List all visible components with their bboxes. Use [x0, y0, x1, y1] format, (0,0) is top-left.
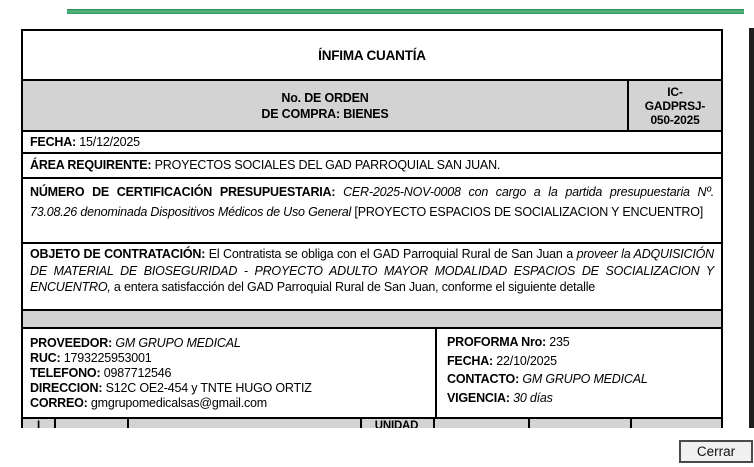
objeto-italic: proveer la ADQUISICIÓN DE MATERIAL DE BIOSEGURIDAD - PROYECTO ADULTO MAYOR MODALIDAD ESPACIOS DE SOCIALIZACION Y ENCUENTRO,: [30, 247, 715, 294]
objeto-pre: El Contratista se obliga con el GAD Parroquial Rural de San Juan a: [208, 247, 577, 261]
objeto-post: a entera satisfacción del GAD Parroquial Rural de San Juan, conforme el siguiente detalle: [110, 280, 596, 294]
contacto-label: CONTACTO:: [447, 372, 520, 386]
telefono-line: [30, 366, 431, 381]
items-header-row-clipped: [23, 417, 721, 428]
telefono-label: TELEFONO:: [30, 366, 101, 380]
proveedor-value: GM GRUPO MEDICAL: [112, 336, 241, 350]
fecha-label: FECHA:: [30, 135, 77, 149]
order-code-line1: IC-: [667, 85, 683, 99]
objeto-row: [23, 242, 721, 309]
direccion-label: DIRECCION:: [30, 381, 103, 395]
proveedor-line: [30, 336, 431, 351]
area-value: PROYECTOS SOCIALES DEL GAD PARROQUIAL SAN JUAN.: [151, 158, 501, 172]
proforma-fecha-line: [447, 352, 717, 371]
order-label-line1: No. DE ORDEN: [281, 91, 369, 105]
telefono-value: 0987712546: [100, 366, 172, 380]
fecha-value: 15/12/2025: [76, 135, 140, 149]
items-col-divider: [528, 419, 530, 428]
proforma-label: PROFORMA Nro:: [447, 335, 547, 349]
certificacion-label: NÚMERO DE CERTIFICACIÓN PRESUPUESTARIA:: [30, 185, 344, 199]
ruc-line: [30, 351, 431, 366]
items-col-divider: [54, 419, 56, 428]
items-header-unidad: UNIDAD: [374, 420, 419, 428]
direccion-value: S12C OE2-454 y TNTE HUGO ORTIZ: [102, 381, 312, 395]
order-header-row: [23, 79, 721, 130]
document-title: ÍNFIMA CUANTÍA: [318, 47, 426, 63]
proveedor-label: PROVEEDOR:: [30, 336, 113, 350]
order-code-line2: GADPRSJ-: [644, 99, 706, 113]
contacto-line: [447, 370, 717, 389]
proveedor-proforma-row: [23, 327, 721, 417]
proveedor-cell: [23, 329, 437, 417]
vigencia-line: [447, 389, 717, 408]
items-header-item-partial: I: [37, 420, 40, 428]
direccion-line: [30, 381, 431, 396]
order-label-cell: [23, 81, 627, 130]
correo-value: gmgrupomedicalsas@gmail.com: [87, 396, 268, 410]
objeto-label: OBJETO DE CONTRATACIÓN:: [30, 247, 209, 261]
correo-line: [30, 396, 431, 411]
fecha-row: [23, 130, 721, 152]
items-col-divider: [630, 419, 632, 428]
proforma-line: [447, 333, 717, 352]
separator-band: [23, 309, 721, 327]
order-code-line3: 050-2025: [650, 113, 700, 127]
items-col-divider: [127, 419, 129, 428]
certificacion-row: [23, 177, 721, 242]
document-title-row: [23, 31, 721, 79]
items-col-divider: [433, 419, 435, 428]
proforma-fecha-label: FECHA:: [447, 353, 494, 368]
top-accent-bar: [67, 9, 744, 14]
document-preview: [21, 29, 723, 428]
area-label: ÁREA REQUIRENTE:: [30, 158, 152, 172]
proforma-value: 235: [546, 335, 570, 349]
area-requirente-row: [23, 152, 721, 177]
vigencia-label: VIGENCIA:: [447, 390, 510, 405]
correo-label: CORREO:: [30, 396, 88, 410]
ruc-label: RUC:: [30, 351, 61, 365]
certificacion-value-italic: CER-2025-NOV-0008 con cargo a la partida presupuestaria Nº. 73.08.26 denominada Dispositivos Médicos de Uso General: [30, 185, 714, 219]
proforma-cell: [437, 329, 721, 417]
ruc-value: 1793225953001: [60, 351, 152, 365]
close-button[interactable]: Cerrar: [679, 440, 753, 463]
proforma-fecha-value: 22/10/2025: [493, 353, 557, 368]
preview-scrollbar[interactable]: [749, 28, 754, 428]
certificacion-value-normal: [PROYECTO ESPACIOS DE SOCIALIZACION Y ENCUENTRO]: [354, 205, 704, 219]
contacto-value: GM GRUPO MEDICAL: [519, 372, 648, 386]
order-code-cell: [627, 81, 721, 130]
order-label-line2: DE COMPRA: BIENES: [261, 107, 389, 121]
vigencia-value: 30 días: [509, 390, 553, 405]
